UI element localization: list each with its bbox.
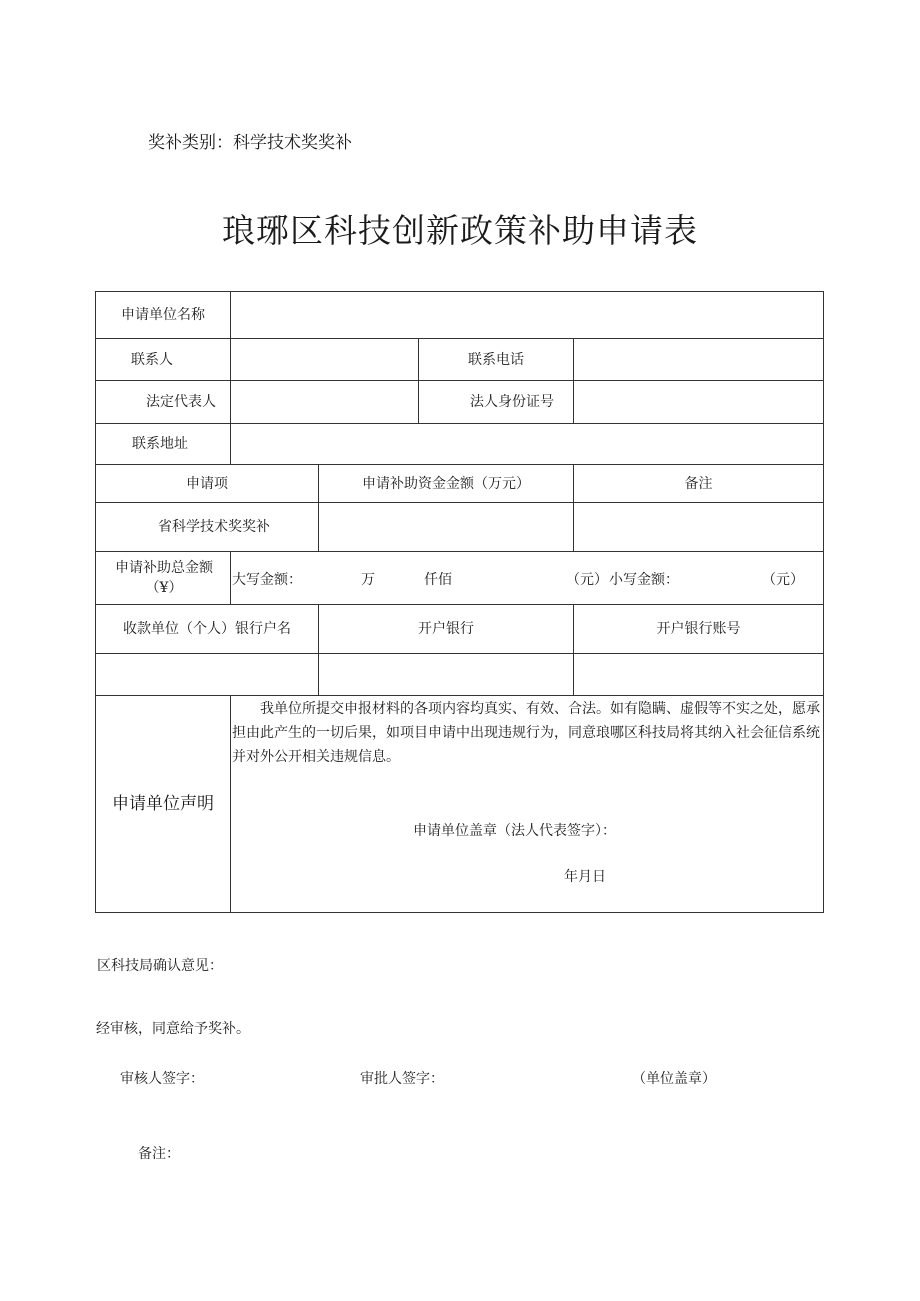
contact-field[interactable] xyxy=(231,339,418,380)
date-label: 年月日 xyxy=(564,869,606,885)
wan-unit: 万 xyxy=(361,572,375,588)
account-name-field[interactable] xyxy=(96,654,318,695)
bank-label: 开户银行 xyxy=(418,621,474,637)
bank-field[interactable] xyxy=(319,654,573,695)
remark-header: 备注 xyxy=(684,475,713,492)
account-no-label: 开户银行账号 xyxy=(656,621,741,637)
applicant-name-label: 申请单位名称 xyxy=(121,307,205,323)
item-value: 省科学技术奖奖补 xyxy=(158,519,270,535)
approver-signature-label: 审批人签字： xyxy=(360,1071,444,1087)
declaration-label: 申请单位声明 xyxy=(112,794,214,814)
legal-id-label: 法人身份证号 xyxy=(470,394,554,410)
legal-id-field[interactable] xyxy=(574,381,823,423)
table-border-bottom xyxy=(95,912,824,913)
form-title: 琅琊区科技创新政策补助申请表 xyxy=(222,211,698,250)
declaration-text: 我单位所提交申报材料的各项内容均真实、有效、合法。如有隐瞒、虚假等不实之处，愿承担由此产生的一切后果，如项目申请中出现违规行为，同意琅哪区科技局将其纳入社会征信系统并对外公开相关违规信息。 xyxy=(232,701,820,765)
bureau-opinion: 经审核，同意给予奖补。 xyxy=(96,1021,250,1037)
address-label: 联系地址 xyxy=(132,436,188,452)
small-amount-label: 小写金额： xyxy=(609,572,679,588)
legal-rep-label: 法定代表人 xyxy=(146,394,216,410)
amount-field[interactable] xyxy=(319,503,573,551)
capital-amount-label: 大写金额： xyxy=(232,572,302,588)
phone-field[interactable] xyxy=(574,339,823,380)
reviewer-signature-label: 审核人签字： xyxy=(120,1071,204,1087)
item-header: 申请项 xyxy=(186,475,228,492)
address-field[interactable] xyxy=(231,424,823,464)
applicant-name-field[interactable] xyxy=(231,292,823,338)
phone-label: 联系电话 xyxy=(468,351,524,368)
unit-seal-label: （单位盖章） xyxy=(632,1071,716,1087)
yuan-unit: （元） xyxy=(566,572,608,588)
table-rule xyxy=(230,695,231,913)
legal-rep-field[interactable] xyxy=(231,381,418,423)
bureau-confirm-title: 区科技局确认意见： xyxy=(97,958,223,974)
remark-label: 备注： xyxy=(138,1146,180,1162)
account-no-field[interactable] xyxy=(574,654,823,695)
table-rule xyxy=(230,551,231,604)
yuan-unit-small: （元） xyxy=(762,572,804,588)
contact-label: 联系人 xyxy=(131,351,173,368)
table-border-right xyxy=(823,291,824,913)
total-amount-label: 申请补助总金额（¥） xyxy=(115,560,213,596)
remark-field[interactable] xyxy=(574,503,823,551)
seal-signature-label: 申请单位盖章（法人代表签字）： xyxy=(413,823,616,839)
amount-header: 申请补助资金金额（万元） xyxy=(362,475,530,492)
qianbai-unit: 仟佰 xyxy=(424,572,452,588)
account-name-label: 收款单位（个人）银行户名 xyxy=(123,621,291,637)
award-category: 奖补类别：科学技术奖奖补 xyxy=(148,133,352,153)
